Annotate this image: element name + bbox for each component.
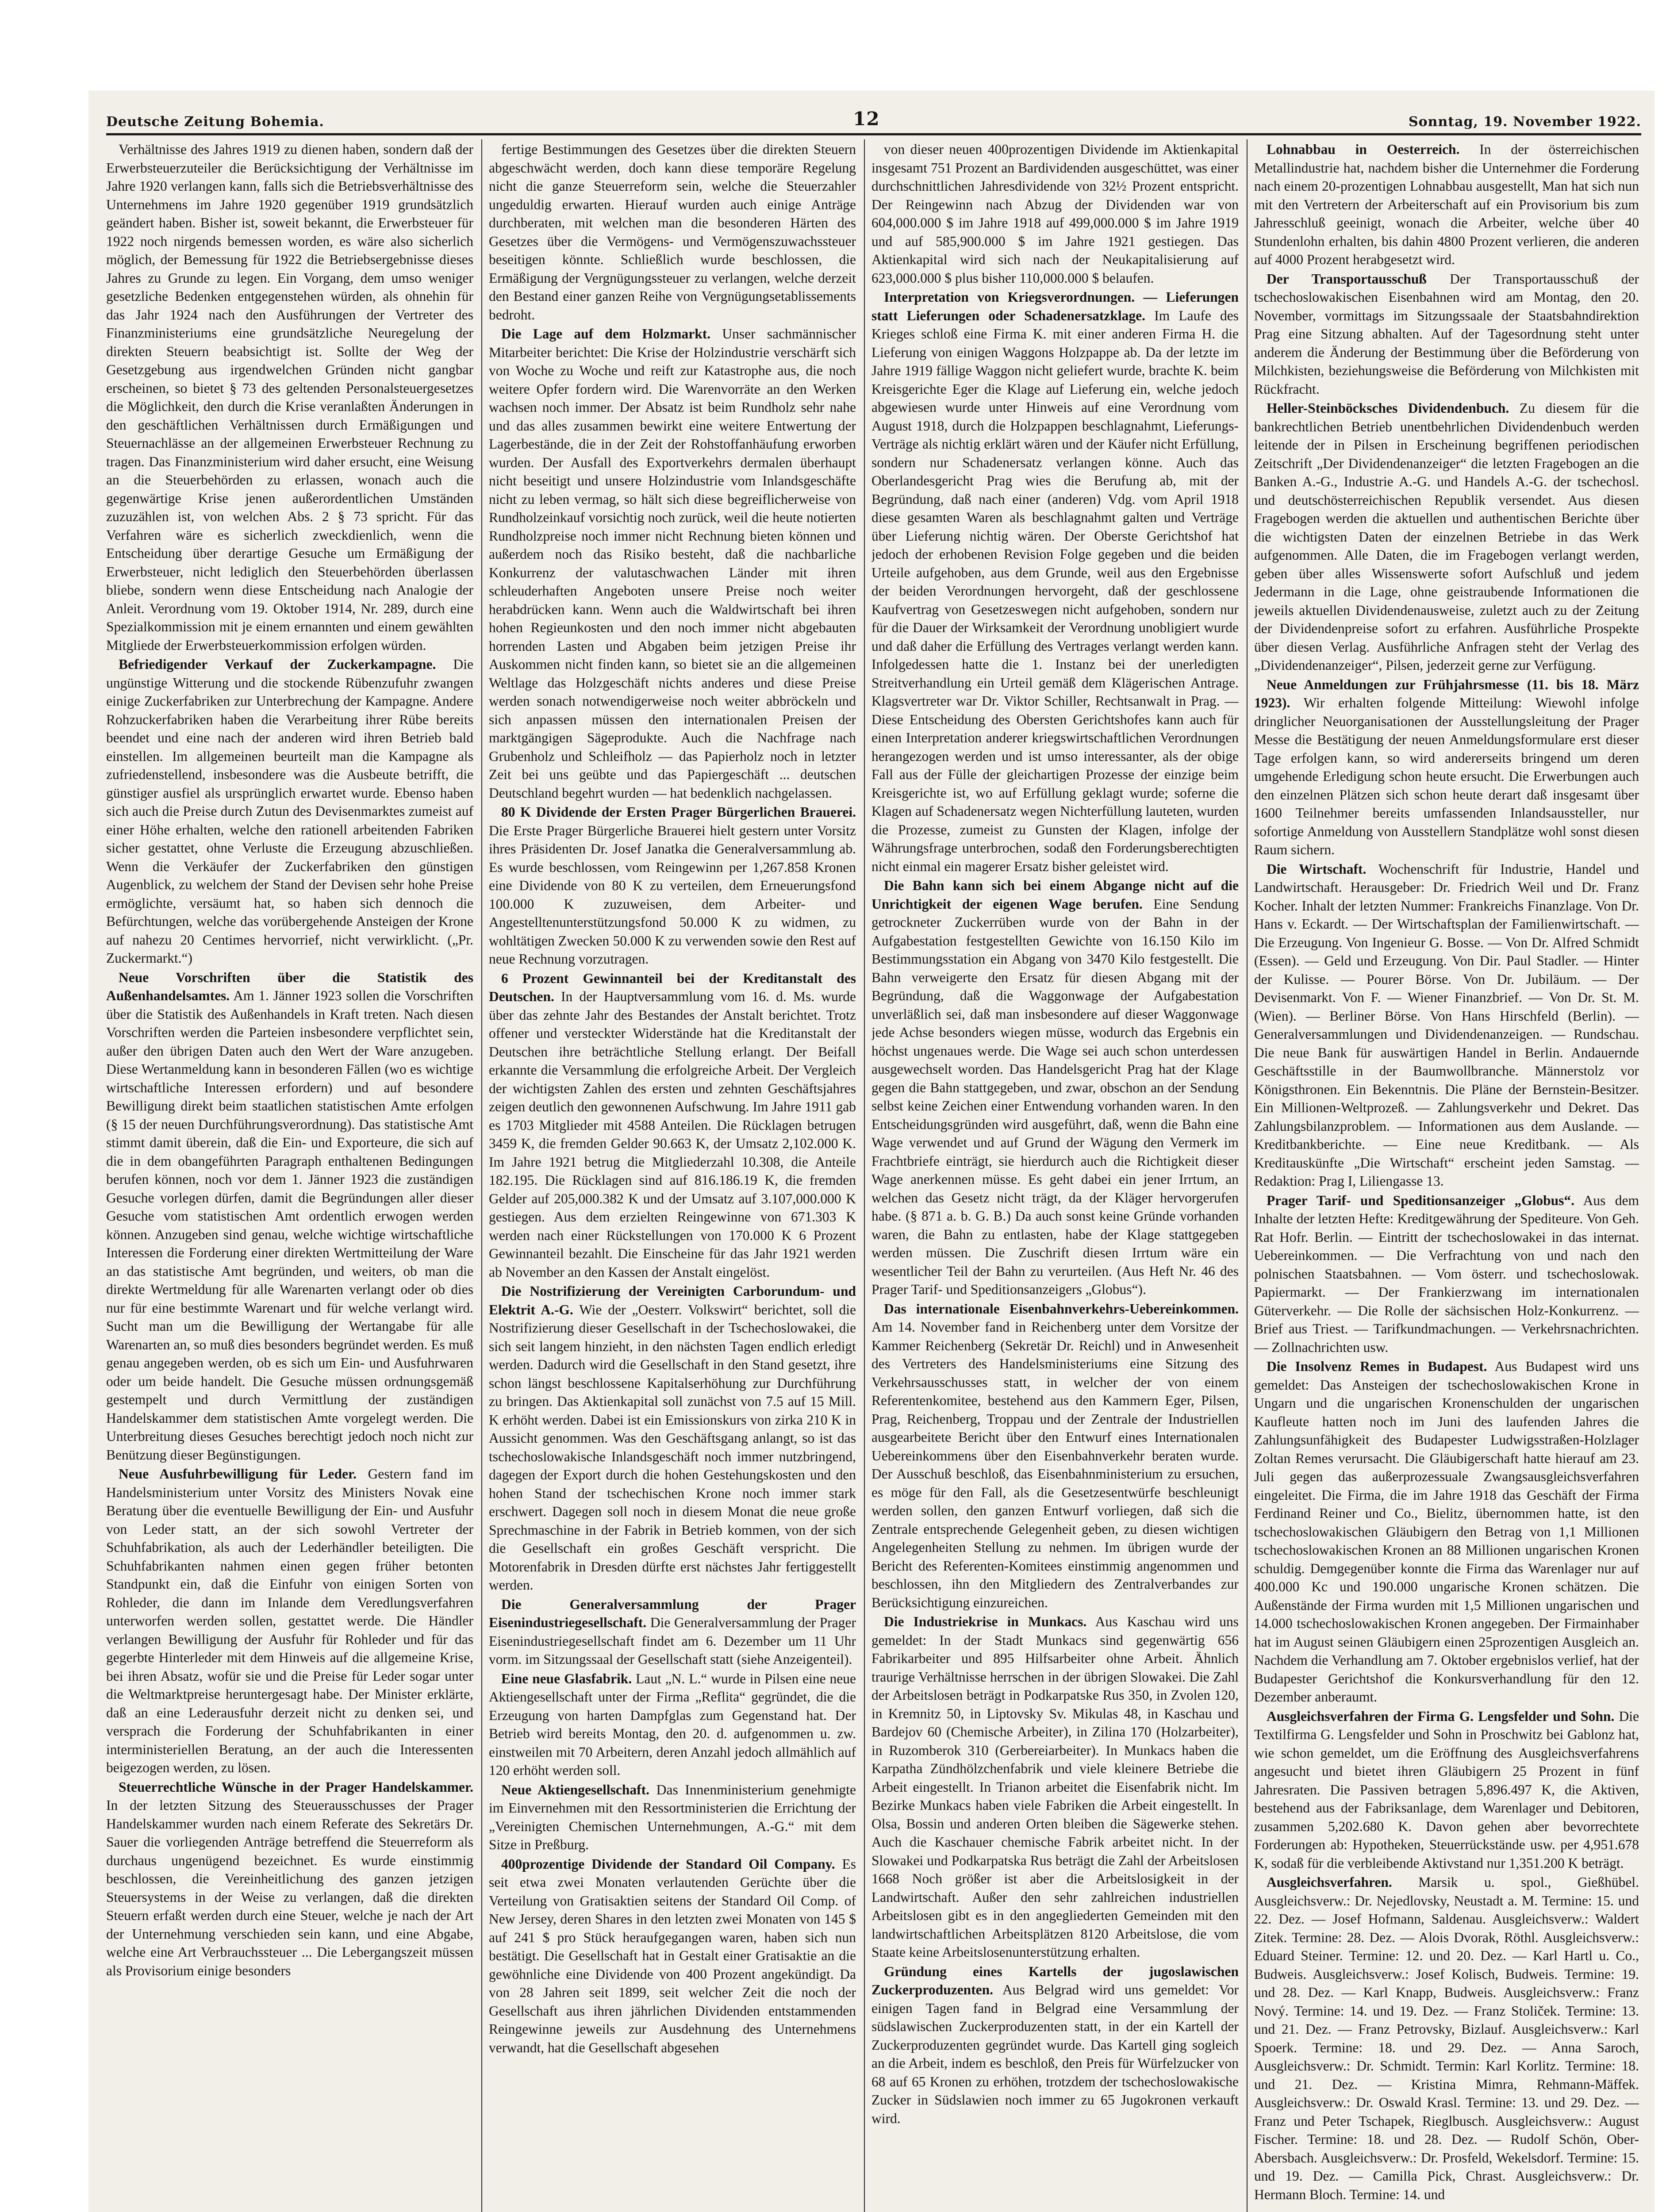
article-paragraph: [1254, 676, 1639, 859]
article-body: Zu diesem für die bankrechtlichen Betrieb unentbehrlichen Dividendenbuch werden leitende der in Pilsen in Erscheinung begriffenen periodischen Zeitschrift „Der Dividendenanzeiger“ die letzten Fragebogen an die Banken A.-G., Industrie A.-G. und Handels A.-G. der tschechosl. und deutschösterreichischen Republik versendet. Aus diesen Fragebogen werden die aktuellen und authentischen Berichte über die wichtigsten Daten der einzelnen Betriebe in das Werk aufgenommen. Alle Daten, die im Fragebogen verlangt werden, geben über alles Wissenswerte sofort Aufschluß und jedem Jedermann in die Lage, ohne geistraubende Informationen die jeweils aktuellen Dividendenausweise, zuletzt auch zu der Zeitung der Dividendenpreise sofort zu erfahren. Ausführliche Prospekte über diesen Verlag. Ausführliche Anfragen steht der Verlag des „Dividendenanzeiger“, Pilsen, jederzeit gerne zur Verfügung.: [1254, 400, 1639, 673]
article-paragraph: [489, 140, 856, 324]
article-body: In der Hauptversammlung vom 16. d. Ms. wurde über das zehnte Jahr des Bestandes der Anstalt berichtet. Trotz offener und versteckter Widerstände hat die Kreditanstalt der Deutschen ihre beträchtliche Stellung erlangt. Der Beifall erkannte die Versammlung die erfolgreiche Arbeit. Der Vergleich der wichtigsten Zahlen des ersten und zehnten Geschäftsjahres zeigen deutlich den gewonnenen Aufschwung. Im Jahre 1911 gab es 1703 Mitglieder mit 4588 Anteilen. Die Rücklagen betrugen 3459 K, die fremden Gelder 90.663 K, der Umsatz 2,102.000 K. Im Jahre 1921 betrug die Mitgliederzahl 10.308, die Anteile 182.195. Die Rücklagen sind auf 816.186.19 K, die fremden Gelder auf 205,000.382 K und der Umsatz auf 3.107,000.000 K gestiegen. Aus dem erzielten Reingewinne von 671.303 K werden nach einer Rückstellungen von 170.000 K 6 Prozent Gewinnanteil bezahlt. Die Einscheine für das Jahr 1921 werden ab November an den Kassen der Anstalt eingelöst.: [489, 989, 856, 1280]
article-heading: Befriedigender Verkauf der Zuckerkampagne.: [119, 657, 436, 672]
column-1: [106, 139, 473, 2212]
article-paragraph: [489, 1781, 856, 1854]
article-body: Die ungünstige Witterung und die stockende Rübenzufuhr zwangen einige Zuckerfabriken zur Unterbrechung der Kampagne. Andere Rohzuckerfabriken haben die Verarbeitung ihrer Rübe bereits beendet und eine nach der anderen wird ihren Betrieb bald einstellen. Im allgemeinen beurteilt man die Kampagne als zufriedenstellend, insbesondere was die Ausbeute betrifft, die günstiger ausfiel als ursprünglich erwartet wurde. Ebenso haben sich auch die Preise durch Zutun des Devisenmarktes zumeist auf einer Höhe erhalten, welche den rationell arbeitenden Fabriken sicher gestattet, ohne Verluste die Erzeugung abzuschließen. Wenn die Verkäufer der Zuckerfabriken den günstigen Augenblick, zu welchem der Stand der Devisen sehr hohe Preise ermöglichte, versäumt hat, so haben sich dennoch die Befürchtungen, welche das vorübergehende Ansteigen der Krone auf nahezu 20 Centimes hervorrief, nicht verwirklicht. („Pr. Zuckermarkt.“): [106, 657, 473, 966]
article-heading: Steuerrechtliche Wünsche in der Prager Handelskammer.: [119, 1779, 473, 1795]
article-paragraph: [871, 876, 1239, 1299]
article-paragraph: [1254, 860, 1639, 1190]
article-body: Aus dem Inhalte der letzten Hefte: Kreditgewährung der Spediteure. Von Geh. Rat Hofr. Berlin. — Eintritt der tschechoslowakei in das internat. Uebereinkommen. — Die Verfrachtung von und nach den polnischen Staatsbahnen. — Vom österr. und tschechoslowak. Papiermarkt. — Der Frankierzwang im internationalen Güterverkehr. — Die Rolle der sächsischen Holz-Konkurrenz. — Brief aus Triest. — Tarifkundmachungen. — Verkehrsnachrichten. — Zollnachrichten usw.: [1254, 1192, 1639, 1355]
article-paragraph: [1254, 1707, 1639, 1873]
article-body: Am 1. Jänner 1923 sollen die Vorschriften über die Statistik des Außenhandels in Kraft treten. Nach diesen Vorschriften werden die Parteien insbesondere verpflichtet sein, außer den übrigen Daten auch den Wert der Ware anzugeben. Diese Wertanmeldung kann in besonderen Fällen (wo es wichtige wirtschaftliche Interessen erfordern) und auf besondere Bewilligung direkt beim staatlichen statistischen Amte erfolgen (§ 15 der neuen Durchführungsverordnung). Das statistische Amt stimmt damit überein, daß die Ein- und Exporteure, die sich auf die in dem obangeführten Paragraph enthaltenen Bedingungen berufen können, noch vor dem 1. Jänner 1923 die zuständigen Gesuche vorlegen dürfen, damit die Begründungen aller dieser Gesuche vom statistischen Amt ordentlich erwogen werden können. Anzugeben sind genau, welche wichtige wirtschaftliche Interessen die Forderung einer direkten Wertmitteilung der Ware an das statistische Amt begründen, und weiters, ob man die direkte Wertmeldung für alle Warenarten verlangt oder ob dies nur für eine bestimmte Warenart und für welche verlangt wird. Sucht man um die Bewilligung der Wertangabe für alle Warenarten an, so muß dies besonders begründet werden. Es muß genau angegeben werden, ob es sich um Ein- und Ausfuhrwaren oder um beide handelt. Die Gesuche müssen ordnungsgemäß gestempelt und durch Vermittlung der zuständigen Handelskammer dem statistischen Amte vorgelegt werden. Die Unterbreitung dieses Gesuches berechtigt jedoch noch nicht zur Benützung dieser Begünstigungen.: [106, 988, 473, 1463]
article-heading: Die Bahn kann sich bei einem Abgange nicht auf die Unrichtigkeit der eigenen Wage berufen.: [871, 878, 1239, 912]
article-heading: Die Lage auf dem Holzmarkt.: [501, 326, 711, 342]
article-body: Aus Belgrad wird uns gemeldet: Vor einigen Tagen fand in Belgrad eine Versammlung der südslawischen Zuckerproduzenten statt, in der ein Kartell der Zuckerproduzenten gegründet wurde. Das Kartell ging sogleich an die Arbeit, indem es beschloß, den Preis für Würfelzucker von 68 auf 65 Kronen zu erhöhen, trotzdem der tschechoslowakische Zucker in Südslawien noch immer zu 65 Jugokronen verkauft wird.: [871, 1982, 1239, 2126]
article-body: Eine Sendung getrockneter Zuckerrüben wurde von der Bahn in der Aufgabestation festgestellten Gewichte von 16.150 Kilo im Bestimmungsstation ein Abgang von 3470 Kilo festgestellt. Die Bahn verweigerte den Ersatz für diesen Abgang mit der Begründung, daß die Waggonwage der Aufgabestation unverläßlich sei, daß man insbesondere auf dieser Waggonwage jede Achse besonders wiegen müsse, wodurch das Ergebnis ein höchst ungenaues werde. Die Wage sei auch schon unterdessen ausgewechselt worden. Das Handelsgericht Prag hat der Klage gegen die Bahn stattgegeben, und zwar, obschon an der Sendung selbst keine Zeichen einer Entwendung vorhanden waren. In den Entscheidungsgründen wird ausgeführt, daß, wenn die Bahn eine Wage verwendet und auf Grund der Wägung den Vermerk im Frachtbriefe einträgt, sie hierdurch auch die Richtigkeit dieser Wage anerkennen müsse. Es geht dabei ein jener Irrtum, an welchen das Gesetz nicht trägt, da der Kläger hervorgerufen habe. (§ 871 a. b. G. B.) Da auch sonst keine Gründe vorhanden waren, die Bahn zu entlasten, habe der Klage stattgegeben werden müssen. Die Zuschrift diesen Irrtum wäre ein wesentlicher Teil der Bahn zu verurteilen. (Aus Heft Nr. 46 des Prager Tarif- und Speditionsanzeigers „Globus“).: [871, 896, 1239, 1297]
article-body: von dieser neuen 400prozentigen Dividende im Aktienkapital insgesamt 751 Prozent an Bardividenden ausgeschüttet, was einer durchschnittlichen Jahresdividende von 32½ Prozent entspricht. Der Reingewinn nach Abzug der Dividenden war von 604,000.000 $ im Jahre 1918 auf 499,000.000 $ im Jahre 1919 und auf 585,900.000 $ im Jahre 1921 gestiegen. Das Aktienkapital wird sich nach der Neukapitalisierung auf 623,000.000 $ plus bisher 110,000.000 $ belaufen.: [871, 142, 1239, 286]
article-paragraph: [489, 1595, 856, 1669]
article-paragraph: [1254, 399, 1639, 675]
article-body: In der letzten Sitzung des Steuerausschusses der Prager Handelskammer wurden nach einem Referate des Sekretärs Dr. Sauer die vorliegenden Anträge betreffend die Steuerreform als durchaus ungenügend bezeichnet. Es wurde einstimmig beschlossen, die Vereinheitlichung des ganzen jetzigen Steuersystems in der Weise zu verlangen, daß die direkten Steuern erfaßt werden durch eine Steuer, welche je nach der Art der Unternehmung verschieden sein kann, und eine Abgabe, welche eine Art Verbrauchssteuer ... Die Lebergangszeit müssen als Provisorium einige besonders: [106, 1797, 473, 1978]
article-body: Marsik u. spol., Gießhübel. Ausgleichsverw.: Dr. Nejedlovsky, Neustadt a. M. Termine: 15. und 22. Dez. — Josef Hofmann, Saldenau. Ausgleichsverw.: Waldert Zitek. Termine: 28. Dez. — Alois Dvorak, Röthl. Ausgleichsverw.: Eduard Steiner. Termine: 12. und 20. Dez. — Karl Hartl u. Co., Budweis. Ausgleichsverw.: Josef Kolisch, Budweis. Termine: 19. und 28. Dez. — Karl Knapp, Budweis. Ausgleichsverw.: Franz Nový. Termine: 14. und 19. Dez. — Franz Stoliček. Termine: 13. und 21. Dez. — Franz Petrovsky, Bizlauf. Ausgleichsverw.: Karl Spoerk. Termine: 18. und 29. Dez. — Anna Saroch, Ausgleichsverw.: Dr. Schmidt. Termin: Karl Korlitz. Termine: 18. und 21. Dez. — Kristina Mimra, Rehmann-Mäffek. Ausgleichsverw.: Dr. Oswald Krasl. Termine: 13. und 29. Dez. — Franz und Peter Tschapek, Rieglbusch. Ausgleichsverw.: August Fischer. Termine: 18. und 28. Dez. — Rudolf Schön, Ober-Abersbach. Ausgleichsverw.: Dr. Prosfeld, Wekelsdorf. Termine: 15. und 19. Dez. — Camilla Pick, Chrast. Ausgleichsverw.: Dr. Hermann Bloch. Termine: 14. und: [1254, 1874, 1639, 2202]
article-body: Wir erhalten folgende Mitteilung: Wiewohl infolge dringlicher Neuorganisationen der Ausstellungsleitung der Prager Messe die Bestätigung der neuen Anmeldungsformulare erst dieser Tage erfolgen kann, so wird andererseits bringend um deren umgehende Erledigung schon heute ersucht. Die Erwerbungen auch den einzelnen Plätzen sich schon heute derart daß insgesamt über 1600 Teilnehmer bereits umfassenden Inlandsaussteller, nur sofortige Anmeldung von Ausstellern Standplätze wohl sonst diesen Raum sichern.: [1254, 695, 1639, 857]
article-heading: Interpretation von Kriegsverordnungen. — Lieferungen statt Lieferungen oder Schadenersatzklage.: [871, 289, 1239, 323]
article-body: Die Erste Prager Bürgerliche Brauerei hielt gestern unter Vorsitz ihres Präsidenten Dr. Josef Janatka die Generalversammlung ab. Es wurde beschlossen, vom Reingewinn per 1,267.858 Kronen eine Dividende von 80 K zu verteilen, dem Erneuerungsfond 100.000 K zuzuweisen, dem Arbeiter- und Angestelltenunterstützungsfond 50.000 K zu widmen, zu wohltätigen Zwecken 50.000 K zu verwenden sowie den Rest auf neue Rechnung vorzutragen.: [489, 822, 856, 967]
column-3: [871, 139, 1239, 2212]
article-heading: Eine neue Glasfabrik.: [501, 1671, 632, 1686]
newspaper-page: [88, 91, 1654, 2212]
article-body: Wochenschrift für Industrie, Handel und Landwirtschaft. Herausgeber: Dr. Friedrich Weil und Dr. Franz Kocher. Inhalt der letzten Nummer: Frankreichs Finanzlage. Von Dr. Hans v. Eckardt. — Der Wirtschaftsplan der Familienwirtschaft. — Die Erzeugung. Von Ingenieur G. Bosse. — Von Dr. Alfred Schmidt (Essen). — Geld und Erzeugung. Von Dir. Paul Stadler. — Hinter der Kulisse. — Pourer Börse. Von Dr. Jubiläum. — Der Devisenmarkt. Von F. — Wiener Finanzbrief. — Von Dr. St. M. (Wien). — Berliner Börse. Von Hans Hirschfeld (Berlin). — Generalversammlungen und Dividendenanzeigen. — Rundschau. Die neue Bank für auswärtigen Handel in Berlin. Andauernde Geschäftsstille in der Baumwollbranche. Männerstolz vor Königsthronen. Ein Bekenntnis. Die Pläne der Bernstein-Besitzer. Ein Millionen-Weltprozeß. — Zahlungsverkehr und Dekret. Das Zahlungsbilanzproblem. — Informationen aus dem Auslande. — Kreditbankberichte. — Eine neue Kreditbank. — Als Kreditauskünfte „Die Wirtschaft“ erscheint jeden Samstag. — Redaktion: Prag I, Liliengasse 13.: [1254, 861, 1639, 1189]
article-paragraph: [106, 1778, 473, 1980]
issue-date: Sonntag, 19. November 1922.: [1408, 114, 1641, 130]
article-heading: Lohnabbau in Oesterreich.: [1267, 142, 1460, 157]
article-body: Im Laufe des Krieges schloß eine Firma K. mit einer anderen Firma H. die Lieferung von einigen Waggons Holzpappe ab. Da der letzte im Jahre 1919 fällige Waggon nicht geliefert wurde, brachte K. beim Kreisgerichte Eger die Klage auf Lieferung ein, welche jedoch abgewiesen wurde unter Hinweis auf eine Verordnung vom August 1918, durch die Holzpappen beschlagnahmt, Lieferungs-Verträge als nichtig erklärt wären und der Käufer nicht Erfüllung, sondern nur Schadenersatz verlangen könne. Auch das Oberlandesgericht Prag wies die Berufung ab, mit der Begründung, daß nach einer (anderen) Vdg. vom April 1918 diese gesamten Waren als beschlagnahmt galten und Verträge über Lieferung nichtig wären. Der Oberste Gerichtshof hat jedoch der erhobenen Revision Folge gegeben und die beiden Urteile aufgehoben, aus dem Grunde, weil aus den Ergebnisse der beiden Verordnungen hervorgeht, daß der geschlossene Kaufvertrag von Gesetzeswegen nicht aufgehoben, sondern nur für die Dauer der Wirksamkeit der Verordnung unobligiert wurde und daß daher die Erfüllung des Vertrages verlangt werden kann. Infolgedessen hatte die 1. Instanz bei der unerledigten Streitverhandlung ein Urteil gemäß dem Klägerischen Antrage. Klagsvertreter war Dr. Viktor Schiller, Rechtsanwalt in Prag. — Diese Entscheidung des Obersten Gerichtshofes kann auch für einen Interpretation anderer kriegswirtschaftlichen Verordnungen herangezogen werden und ist umso interessanter, als der obige Fall aus der Fülle der gleichartigen Prozesse der einzige beim Kreisgerichte ist, wo auf Erfüllung geklagt wurde; soferne die Klagen auf Schadenersatz wegen Nichterfüllung lauteten, wurden die Prozesse, zumeist zu Gunsten der Klagen, infolge der Währungsfrage unterbrochen, sodaß den Forderungsberechtigten nicht einmal ein magerer Ersatz bisher geleistet wird.: [871, 307, 1239, 874]
article-body: Gestern fand im Handelsministerium unter Vorsitz des Ministers Novak eine Beratung über die eventuelle Bewilligung der Ein- und Ausfuhr von Leder statt, an der sich sowohl Vertreter der Schuhfabrikation, als auch der Lederhändler beteiligten. Die Schuhfabrikanten nahmen einen gegen früher betonten Standpunkt ein, daß die Einfuhr von einigen Sorten von Rohleder, die dann im Inlande dem Veredlungsverfahren unterworfen werden sollen, gestattet werde. Die Händler verlangen Bewilligung der Ausfuhr für Rohleder und für das gegerbte Hinterleder mit dem Hinweis auf die allgemeine Krise, bei ihren Absatz, wofür sie und die Preise für Leder sogar unter die Weltmarktpreise heruntergesagt habe. Der Minister erklärte, daß an eine Lederausfuhr derzeit nicht zu denken sei, und versprach die Forderung der Schuhfabrikanten in einer interministeriellen Beratung, an der auch die Interessenten beigezogen werden, zu lösen.: [106, 1466, 473, 1775]
article-paragraph: [1254, 1873, 1639, 2204]
article-heading: Neue Anmeldungen zur Frühjahrsmesse (11. bis 18. März 1923).: [1254, 676, 1639, 710]
article-paragraph: [871, 1962, 1239, 2128]
article-paragraph: [489, 803, 856, 968]
article-body: fertige Bestimmungen des Gesetzes über die direkten Steuern abgeschwächt werden, doch kann diese temporäre Regelung nicht die ganze Steuerreform sein, welche die Steuerzahler ungeduldig erwarten. Hierauf wurden auch einige Anträge durchberaten, mit welchen man die besonderen Härten des Gesetzes über die Vermögens- und Vermögenszuwachssteuer beseitigen könnte. Schließlich wurde beschlossen, die Ermäßigung der Vergnügungssteuer zu verlangen, welche derzeit den Bestand einer ganzen Reihe von Vergnügungsetablissements bedroht.: [489, 142, 856, 323]
article-body: Der Transportausschuß der tschechoslowakischen Eisenbahnen wird am Montag, den 20. November, vormittags im Sitzungssaale der Staatsbahndirektion Prag eine Sitzung abhalten. Auf der Tagesordnung steht unter anderem die Änderung der Bestimmung über die Beförderung von Milchkisten, beziehungsweise die Beförderung von Milchkisten mit Rückfracht.: [1254, 271, 1639, 397]
article-paragraph: [489, 969, 856, 1282]
column-rule: [1247, 139, 1248, 2212]
article-paragraph: [1254, 270, 1639, 399]
article-paragraph: [106, 655, 473, 968]
article-heading: 6 Prozent Gewinnanteil bei der Kreditanstalt des Deutschen.: [489, 970, 856, 1004]
article-body: Das Innenministerium genehmigte im Einvernehmen mit den Ressortministerien die Errichtung der „Vereinigten Chemischen Unternehmungen, A.-G.“ mit dem Sitze in Preßburg.: [489, 1782, 856, 1852]
column-2: [489, 139, 856, 2212]
column-rule: [864, 139, 865, 2212]
article-paragraph: [489, 1282, 856, 1594]
article-body: Es seit etwa zwei Monaten verlautenden Gerüchte über die Verteilung von Gratisaktien seitens der Standard Oil Comp. of New Jersey, deren Shares in den letzten zwei Monaten von 145 $ auf 241 $ pro Stück heraufgegangen waren, haben sich nun bestätigt. Die Gesellschaft hat in Gestalt einer Gratisaktie an die gewöhnliche eine Dividende von 400 Prozent angekündigt. Da von 28 Jahren seit 1899, seit welcher Zeit die noch der Gesellschaft aus ihren jährlichen Dividenden entstammenden Reingewinne jeweils zur Ausdehnung des Unternehmens verwandt, hat die Gesellschaft abgesehen: [489, 1856, 856, 2055]
article-body: Wie der „Oesterr. Volkswirt“ berichtet, soll die Nostrifizierung dieser Gesellschaft in der Tschechoslowakei, die sich seit langem hinzieht, in den nächsten Tagen endlich erledigt werden. Dadurch wird die Gesellschaft in den Stand gesetzt, ihre schon längst beschlossene Kapitalserhöhung zur Durchführung zu bringen. Das Aktienkapital soll zunächst von 7.5 auf 15 Mill. K erhöht werden. Dabei ist ein Emissionskurs von zirka 210 K in Aussicht genommen. Was den Geschäftsgang anlangt, so ist das tschechoslowakische Inlandsgeschäft noch immer nutzbringend, dagegen der Export durch die hohen Gestehungskosten und den hohen Stand der tschechischen Krone noch immer stark erschwert. Dagegen soll noch in diesem Monat die neue große Sprechmaschine in der Fabrik in Betrieb kommen, von der sich die Gesellschaft ein großes Geschäft verspricht. Die Motorenfabrik in Dresden dürfte erst nächstes Jahr fertiggestellt werden.: [489, 1302, 856, 1593]
article-heading: 80 K Dividende der Ersten Prager Bürgerlichen Brauerei.: [501, 804, 856, 820]
article-body: Aus Budapest wird uns gemeldet: Das Ansteigen der tschechoslowakischen Krone in Ungarn und die ungarischen Kronenschulden der ungarischen Kaufleute hatten noch im Juni des laufenden Jahres die Zahlungsunfähigkeit des Budapester Ludwigsstraßen-Holzlager Zoltan Remes verursacht. Die Gläubigerschaft hatte hierauf am 23. Juli gegen das außerprozessuale Zwangsausgleichsverfahren eingeleitet. Die Firma, die im Jahre 1918 das Geschäft der Firma Ferdinand Reiner und Co., Bielitz, übernommen hatte, ist den tschechoslowakischen Gläubigern den Betrag von 1,1 Millionen tschechoslowakischen Kronen an 88 Millionen ungarischen Kronen schuldig. Demgegenüber konnte die Firma das Warenlager nur auf 400.000 Kc und 190.000 ungarische Kronen schätzen. Die Außenstände der Firma wurden mit 1,5 Millionen ungarischen und 14.000 tschechoslowakischen Kronen angegeben. Der Firmainhaber hat im August seinen Gläubigern einen 25prozentigen Ausgleich an. Nachdem die Verhandlung am 7. Oktober ergebnislos verlief, hat der Budapester Gerichtshof die Konkursverhandlung für den 12. Dezember anberaumt.: [1254, 1359, 1639, 1705]
article-body: Die Textilfirma G. Lengsfelder und Sohn in Proschwitz bei Gablonz hat, wie schon gemeldet, um die Eröffnung des Ausgleichsverfahrens angesucht und bietet ihren Gläubigern 25 Prozent in fünf Jahresraten. Die Passiven betragen 5,896.497 K, die Aktiven, bestehend aus der Fabriksanlage, dem Warenlager und Debitoren, zusammen 5,202.680 K. Davon gehen aber bevorrechtete Forderungen ab: Hypotheken, Steuerrückstände usw. per 4,951.678 K, sodaß für die verbleibende Aktivstand nur 1,351.200 K beträgt.: [1254, 1708, 1639, 1871]
page-number: 12: [853, 108, 880, 130]
article-paragraph: [106, 968, 473, 1464]
article-heading: Heller-Steinböcksches Dividendenbuch.: [1267, 400, 1509, 416]
article-paragraph: [489, 1670, 856, 1780]
article-body: Laut „N. L.“ wurde in Pilsen eine neue Aktiengesellschaft unter der Firma „Reflita“ gegründet, die die Erzeugung von harten Dampfglas zum Gegenstand hat. Der Betrieb wird bereits Montag, den 20. d. aufgenommen u. zw. einstweilen mit 70 Arbeitern, deren Anzahl jedoch allmählich auf 120 erhöht werden soll.: [489, 1671, 856, 1778]
article-heading: Der Transportausschuß: [1267, 271, 1427, 287]
article-paragraph: [106, 140, 473, 654]
article-body: Am 14. November fand in Reichenberg unter dem Vorsitze der Kammer Reichenberg (Sekretär Dr. Reichl) und in Anwesenheit des Vertreters des Handelsministeriums eine Sitzung des Verkehrsausschusses statt, in welcher der von einem Referentenkomitee, bestehend aus den Kammern Eger, Pilsen, Prag, Reichenberg, Troppau und der Zentrale der Industriellen ausgearbeitete Bericht über den Entwurf eines Internationalen Uebereinkommens über den Eisenbahnverkehr beraten wurde. Der Ausschuß beschloß, das Eisenbahnministerium zu ersuchen, es möge für den Fall, als die Gesetzesentwürfe beschleunigt werden sollen, den ganzen Entwurf vorliegen, daß sich die Zentrale entsprechende Gelegenheit geben, zu diesen wichtigen Angelegenheiten Stellung zu nehmen. Im übrigen wurde der Bericht des Referenten-Komitees einstimmig angenommen und beschlossen, ihn den Mitgliedern des Zentralverbandes zur Berücksichtigung einzureichen.: [871, 1319, 1239, 1610]
article-heading: Neue Vorschriften über die Statistik des Außenhandelsamtes.: [106, 969, 473, 1003]
article-paragraph: [106, 1465, 473, 1777]
article-heading: Die Wirtschaft.: [1267, 861, 1367, 877]
article-paragraph: [1254, 1357, 1639, 1706]
article-heading: Die Nostrifizierung der Vereinigten Carborundum- und Elektrit A.-G.: [489, 1283, 856, 1317]
article-body: Aus Kaschau wird uns gemeldet: In der Stadt Munkacs sind gegenwärtig 656 Fabrikarbeiter und 895 Hilfsarbeiter ohne Arbeit. Ähnlich traurige Verhältnisse herrschen in der übrigen Slowakei. Die Zahl der Arbeitslosen beträgt in Podkarpatske Rus 350, in Zvolen 120, in Kremnitz 50, in Liptovsky Sv. Mikulas 48, in Kaschau und Bardejov 60 (Chemische Arbeiter), in Zilina 170 (Holzarbeiter), in Ruzomberok 310 (Gerbereiarbeiter). In Munkacs haben die Karpatha Zündhölzchenfabrik und viele kleinere Betriebe die Arbeit eingestellt. In Trianon arbeitet die Eisenfabrik nicht. Im Bezirke Munkacs haben viele Fabriken die Arbeit eingestellt. In Olsa, Bossin und anderen Orten bleiben die Sägewerke stehen. Auch die Kaschauer chemische Fabrik arbeitet nicht. In der Slowakei und Podkarpatska Rus beträgt die Zahl der Arbeitslosen 1668 Noch größer ist aber die Arbeitslosigkeit in der Landwirtschaft. Außer den sehr zahlreichen industriellen Arbeitslosen gibt es in den angegliederten Gemeinden mit den landwirtschaftlichen Arbeitsplätzen 8120 Arbeitslose, die vom Staate keine Arbeitslosenunterstützung erhalten.: [871, 1614, 1239, 1960]
article-paragraph: [489, 1855, 856, 2057]
article-paragraph: [871, 288, 1239, 876]
article-paragraph: [489, 325, 856, 802]
article-heading: Das internationale Eisenbahnverkehrs-Uebereinkommen.: [884, 1301, 1239, 1317]
article-paragraph: [1254, 1191, 1639, 1357]
article-heading: Prager Tarif- und Speditionsanzeiger „Globus“.: [1267, 1192, 1575, 1208]
column-4: [1254, 139, 1639, 2212]
column-rule: [481, 139, 482, 2212]
article-paragraph: [1254, 140, 1639, 269]
article-body: Unser sachmännischer Mitarbeiter berichtet: Die Krise der Holzindustrie verschärft sich von Woche zu Woche und reift zur Katastrophe aus, die noch weitere Opfer fordern wird. Die Warenvorräte an den Werken wachsen noch immer. Der Absatz ist beim Rundholz sehr nahe und das alles zusammen bewirkt eine weitere Entwertung der Lagerbestände, die in der Zeit der Rohstoffanhäufung erworben wurden. Der Ausfall des Exportverkehrs dermalen überhaupt nicht beseitigt und unsere Holzindustrie vom Inlandsgeschäfte nicht zu leben vermag, so hält sich diese begreiflicherweise von Rundholzeinkauf vorsichtig noch zurück, weil die heute notierten Rundholzpreise noch immer nicht Rechnung bieten können und außerdem noch das Risiko besteht, daß die nachbarliche Konkurrenz der valutaschwachen Länder mit ihren schleuderhaften Angeboten unsere Preise noch weiter herabdrücken kann. Wenn auch die Waldwirtschaft bei ihren hohen Regieunkosten und den noch immer nicht abgebauten horrenden Lasten und Abgaben beim jetzigen Preise ihr Auskommen nicht finden kann, so bietet sie an die allgemeinen Weltlage das Holzgeschäft nichts anderes und diese Preise werden sonach notwendigerweise noch weiter abbröckeln und sich anpassen müssen den internationalen Preisen der marktgängigen Sägeprodukte. Auch die Nachfrage nach Grubenholz und Schleifholz — das Papierholz noch in letzter Zeit bei uns geübte und das Papiergeschäft ... deutschen Deutschland begehrt wurden — hat bedenklich nachgelassen.: [489, 326, 856, 801]
paper-title: Deutsche Zeitung Bohemia.: [106, 114, 324, 130]
article-heading: Die Generalversammlung der Prager Eisenindustriegesellschaft.: [489, 1596, 856, 1630]
article-heading: Neue Aktiengesellschaft.: [501, 1782, 650, 1797]
article-heading: Ausgleichsverfahren der Firma G. Lengsfelder und Sohn.: [1267, 1708, 1615, 1724]
article-body: In der österreichischen Metallindustrie hat, nachdem bisher die Unternehmer die Forderung nach einem 20-prozentigen Lohnabbau ausgestellt, Man hat sich nun mit den Vertretern der Arbeiterschaft auf ein Provisorium bis zum Jahresschluß geeinigt, wonach die Arbeiter, welche über 40 Stundenlohn erhalten, bis dahin 4800 Prozent verlieren, die anderen auf 4000 Prozent herabgesetzt wird.: [1254, 142, 1639, 267]
masthead: [106, 99, 1641, 135]
article-body: Verhältnisse des Jahres 1919 zu dienen haben, sondern daß der Erwerbsteuerzuteiler die Berücksichtigung der Verhältnisse im Jahre 1920 verlangen kann, falls sich die Betriebsverhältnisse des Unternehmens im Jahre 1920 gegenüber 1919 grundsätzlich geändert haben. Bisher ist, soweit bekannt, die Erwerbsteuer für 1922 noch nirgends bemessen worden, es wäre also sicherlich möglich, der Bemessung für 1922 die Betriebsergebnisse dieses Jahres zu Grunde zu legen. Ein Vorgang, dem umso weniger gesetzliche Bedenken entgegenstehen würden, als ohnehin für das Jahr 1924 nach den Ausführungen der Vertreter des Finanzministeriums eine grundsätzliche Neuregelung der direkten Steuern beabsichtigt ist. Sollte der Weg der Gesetzgebung aus irgendwelchen Gründen nicht gangbar erscheinen, so bietet § 73 des geltenden Personalsteuergesetzes die Möglichkeit, den durch die Krise veranlaßten Änderungen in den geschäftlichen Verhältnissen durch Ermäßigungen und Steuernachlässe an der allgemeinen Erwerbsteuer Rechnung zu tragen. Das Finanzministerium wird daher ersucht, eine Weisung an die Steuerbehörden zu erlassen, wonach auch die gegenwärtige Krise jenen außerordentlichen Umständen zuzuzählen ist, von welchen Abs. 2 § 73 spricht. Für das Verfahren wäre es sicherlich zweckdienlich, wenn die Entscheidung über derartige Gesuche um Ermäßigung der Erwerbsteuer, nicht lediglich den Steuerbehörden überlassen bliebe, sondern wenn diese Entscheidung nach Analogie der Anleit. Verordnung vom 19. Oktober 1914, Nr. 289, durch eine Spezialkommission mit je einem ernannten und einem gewählten Mitgliede der Erwerbsteuerkommission erfolgen würden.: [106, 142, 473, 653]
article-heading: Die Industriekrise in Munkacs.: [884, 1614, 1087, 1629]
article-paragraph: [871, 1300, 1239, 1612]
article-heading: 400prozentige Dividende der Standard Oil Company.: [501, 1856, 835, 1872]
article-paragraph: [871, 140, 1239, 287]
article-heading: Die Insolvenz Remes in Budapest.: [1267, 1359, 1487, 1374]
article-body: Die Generalversammlung der Prager Eisenindustriegesellschaft findet am 6. Dezember um 11 Uhr vorm. im Sitzungssaal der Gesellschaft statt (siehe Anzeigenteil).: [489, 1615, 856, 1667]
article-heading: Neue Ausfuhrbewilligung für Leder.: [119, 1466, 357, 1482]
article-heading: Ausgleichsverfahren.: [1267, 1874, 1392, 1890]
article-paragraph: [871, 1613, 1239, 1962]
article-heading: Gründung eines Kartells der jugoslawischen Zuckerproduzenten.: [871, 1963, 1239, 1997]
